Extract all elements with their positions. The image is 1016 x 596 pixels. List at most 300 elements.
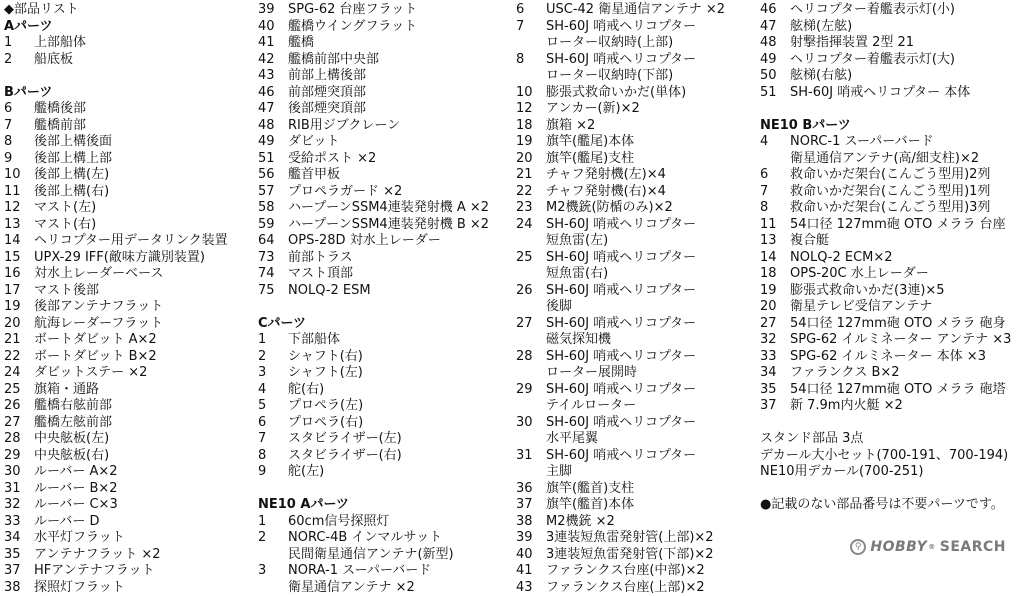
part-item <box>258 85 489 102</box>
part-item <box>516 19 725 36</box>
part-item <box>258 580 489 596</box>
part-number: 57 <box>258 184 288 201</box>
part-name: アンカー(新)×2 <box>546 101 725 118</box>
part-number: 22 <box>516 184 546 201</box>
part-name: 旗箱 ×2 <box>546 118 725 135</box>
part-number: 34 <box>4 530 34 547</box>
part-number: 74 <box>258 266 288 283</box>
part-name: 下部船体 <box>288 332 489 349</box>
part-name: プロペラ(右) <box>288 415 489 432</box>
part-number: 35 <box>760 382 790 399</box>
part-number <box>516 431 546 448</box>
part-item <box>4 283 228 300</box>
part-item <box>516 332 725 349</box>
part-name: 艦首甲板 <box>288 167 489 184</box>
part-name: ローター収納時(上部) <box>546 35 725 52</box>
part-number: 9 <box>258 464 288 481</box>
part-name: ハープーンSSM4連装発射機 B ×2 <box>288 217 489 234</box>
part-number <box>516 299 546 316</box>
part-item <box>4 266 228 283</box>
part-item <box>516 398 725 415</box>
part-number: 48 <box>258 118 288 135</box>
part-number: 14 <box>4 233 34 250</box>
part-number: 6 <box>760 167 790 184</box>
part-item <box>4 184 228 201</box>
part-number: 56 <box>258 167 288 184</box>
part-name: チャフ発射機(左)×4 <box>546 167 725 184</box>
part-name: SH-60J 哨戒ヘリコプター 本体 <box>790 85 1011 102</box>
part-name: 衛星通信アンテナ ×2 <box>288 580 489 596</box>
part-item <box>4 382 228 399</box>
part-name: ファランクス台座(上部)×2 <box>546 580 725 596</box>
part-number: 19 <box>516 134 546 151</box>
part-number: 2 <box>4 52 34 69</box>
part-name: 短魚雷(右) <box>546 266 725 283</box>
part-number: 39 <box>516 530 546 547</box>
part-number: 28 <box>516 349 546 366</box>
part-item <box>258 349 489 366</box>
part-name: NORC-4B インマルサット <box>288 530 489 547</box>
part-number <box>258 580 288 596</box>
part-number: 15 <box>4 250 34 267</box>
part-item <box>4 365 228 382</box>
part-number: 49 <box>258 134 288 151</box>
part-name: SPG-62 台座フラット <box>288 2 489 19</box>
part-number: 59 <box>258 217 288 234</box>
part-item <box>760 266 1011 283</box>
part-number: 1 <box>258 514 288 531</box>
part-name: OPS-28D 対水上レーダー <box>288 233 489 250</box>
part-number: 36 <box>516 481 546 498</box>
section-heading: Cパーツ <box>258 316 489 333</box>
part-item <box>516 415 725 432</box>
part-item <box>4 151 228 168</box>
part-number: 37 <box>516 497 546 514</box>
part-number: 47 <box>760 19 790 36</box>
part-number: 21 <box>516 167 546 184</box>
part-number: 30 <box>516 415 546 432</box>
note-text: ◆部品リスト <box>4 2 228 19</box>
part-name: HFアンテナフラット <box>34 563 228 580</box>
parts-column-1 <box>4 2 228 596</box>
part-name: ダビットステー ×2 <box>34 365 228 382</box>
part-name: ルーバー B×2 <box>34 481 228 498</box>
part-number: 41 <box>516 563 546 580</box>
part-item <box>516 464 725 481</box>
part-name: SH-60J 哨戒ヘリコプター <box>546 415 725 432</box>
part-item <box>516 316 725 333</box>
part-name: ファランクス台座(中部)×2 <box>546 563 725 580</box>
part-name: 衛星テレビ受信アンテナ <box>790 299 1011 316</box>
part-number: 27 <box>516 316 546 333</box>
part-number <box>516 332 546 349</box>
part-item <box>4 398 228 415</box>
part-item <box>516 68 725 85</box>
part-item <box>516 349 725 366</box>
part-name: SPG-62 イルミネーター アンテナ ×3 <box>790 332 1011 349</box>
part-item <box>760 52 1011 69</box>
watermark-registered-mark: ® <box>928 543 936 551</box>
part-number: 39 <box>258 2 288 19</box>
part-name: 中央舷板(左) <box>34 431 228 448</box>
part-name: 旗箱・通路 <box>34 382 228 399</box>
part-name: 旗竿(艦首)本体 <box>546 497 725 514</box>
part-item <box>760 398 1011 415</box>
part-number <box>516 464 546 481</box>
part-name: アンテナフラット ×2 <box>34 547 228 564</box>
part-item <box>760 233 1011 250</box>
part-number: 43 <box>516 580 546 596</box>
part-item <box>4 514 228 531</box>
part-name: マスト(左) <box>34 200 228 217</box>
part-item <box>4 35 228 52</box>
part-name: SH-60J 哨戒ヘリコプター <box>546 250 725 267</box>
part-number: 8 <box>760 200 790 217</box>
note-text: NE10用デカール(700-251) <box>760 464 1011 481</box>
part-name: ルーバー D <box>34 514 228 531</box>
part-number: 41 <box>258 35 288 52</box>
part-name: 前部上構後部 <box>288 68 489 85</box>
part-name: スタビライザー(右) <box>288 448 489 465</box>
part-item <box>760 365 1011 382</box>
part-name: 民間衛星通信アンテナ(新型) <box>288 547 489 564</box>
part-item <box>258 200 489 217</box>
part-item <box>4 530 228 547</box>
part-name: SH-60J 哨戒ヘリコプター <box>546 19 725 36</box>
part-item <box>4 52 228 69</box>
part-name: 後部上構(右) <box>34 184 228 201</box>
note-text: ●記載のない部品番号は不要パーツです。 <box>760 497 1011 514</box>
hobby-search-watermark <box>850 539 1006 555</box>
part-number: 40 <box>258 19 288 36</box>
part-item <box>4 167 228 184</box>
part-item <box>516 167 725 184</box>
part-number: 2 <box>258 530 288 547</box>
part-number: 8 <box>516 52 546 69</box>
part-number: 3 <box>258 563 288 580</box>
part-name: RIB用ジブクレーン <box>288 118 489 135</box>
part-item <box>516 250 725 267</box>
part-item <box>760 299 1011 316</box>
part-name: ダビット <box>288 134 489 151</box>
part-item <box>516 448 725 465</box>
part-number: 48 <box>760 35 790 52</box>
part-item <box>4 233 228 250</box>
part-item <box>516 184 725 201</box>
part-name: 航海レーダーフラット <box>34 316 228 333</box>
part-number: 11 <box>760 217 790 234</box>
part-item <box>516 35 725 52</box>
part-name: NOLQ-2 ECM×2 <box>790 250 1011 267</box>
part-name: ローター展開時 <box>546 365 725 382</box>
part-name: 射撃指揮装置 2型 21 <box>790 35 1011 52</box>
part-number: 9 <box>4 151 34 168</box>
part-number <box>516 365 546 382</box>
part-number: 38 <box>516 514 546 531</box>
section-heading: Bパーツ <box>4 85 228 102</box>
part-item <box>258 514 489 531</box>
part-name: NOLQ-2 ESM <box>288 283 489 300</box>
part-name: プロペラ(左) <box>288 398 489 415</box>
part-name: マスト頂部 <box>288 266 489 283</box>
part-number: 12 <box>4 200 34 217</box>
part-name: 54口径 127mm砲 OTO メララ 砲塔 <box>790 382 1011 399</box>
part-number: 47 <box>258 101 288 118</box>
part-name: SH-60J 哨戒ヘリコプター <box>546 448 725 465</box>
part-name: ルーバー A×2 <box>34 464 228 481</box>
part-name: 後部アンテナフラット <box>34 299 228 316</box>
watermark-brand: HOBBY <box>870 539 927 555</box>
part-item <box>760 382 1011 399</box>
part-number: 10 <box>4 167 34 184</box>
part-name: 主脚 <box>546 464 725 481</box>
part-number: 50 <box>760 68 790 85</box>
part-name: シャフト(右) <box>288 349 489 366</box>
part-item <box>516 283 725 300</box>
part-item <box>760 19 1011 36</box>
part-item <box>516 200 725 217</box>
part-number: 40 <box>516 547 546 564</box>
part-item <box>516 299 725 316</box>
part-number: 58 <box>258 200 288 217</box>
parts-column-2 <box>258 2 489 596</box>
part-number: 2 <box>258 349 288 366</box>
part-number: 24 <box>516 217 546 234</box>
spacer <box>258 299 489 316</box>
part-number: 43 <box>258 68 288 85</box>
part-name: 舵(左) <box>288 464 489 481</box>
part-number: 16 <box>4 266 34 283</box>
part-name: 艦橋 <box>288 35 489 52</box>
part-number: 10 <box>516 85 546 102</box>
part-name: 救命いかだ架台(こんごう型用)1列 <box>790 184 1011 201</box>
part-number <box>516 233 546 250</box>
part-number: 29 <box>4 448 34 465</box>
part-item <box>4 299 228 316</box>
part-number <box>516 398 546 415</box>
part-item <box>516 563 725 580</box>
part-name: 短魚雷(左) <box>546 233 725 250</box>
part-item <box>258 217 489 234</box>
parts-column-4 <box>760 2 1011 514</box>
part-name: OPS-20C 水上レーダー <box>790 266 1011 283</box>
part-number: 73 <box>258 250 288 267</box>
part-number: 6 <box>258 415 288 432</box>
part-item <box>258 332 489 349</box>
spacer <box>760 415 1011 432</box>
part-item <box>4 332 228 349</box>
spacer <box>760 481 1011 498</box>
part-number <box>516 68 546 85</box>
part-name: 磁気探知機 <box>546 332 725 349</box>
part-number: 20 <box>4 316 34 333</box>
part-number: 7 <box>4 118 34 135</box>
part-item <box>4 217 228 234</box>
part-name: 水平尾翼 <box>546 431 725 448</box>
part-item <box>4 464 228 481</box>
part-number: 1 <box>258 332 288 349</box>
part-item <box>258 118 489 135</box>
part-name: シャフト(左) <box>288 365 489 382</box>
part-name: SH-60J 哨戒ヘリコプター <box>546 283 725 300</box>
part-item <box>258 431 489 448</box>
part-name: NORA-1 スーパーバード <box>288 563 489 580</box>
part-item <box>258 134 489 151</box>
part-name: マスト後部 <box>34 283 228 300</box>
part-item <box>516 382 725 399</box>
part-item <box>4 563 228 580</box>
part-item <box>258 250 489 267</box>
part-item <box>258 101 489 118</box>
part-name: 旗竿(艦尾)本体 <box>546 134 725 151</box>
part-name: 後部上構上部 <box>34 151 228 168</box>
spacer <box>4 68 228 85</box>
part-number: 14 <box>760 250 790 267</box>
note-text: スタンド部品 3点 <box>760 431 1011 448</box>
part-name: 旗竿(艦首)支柱 <box>546 481 725 498</box>
part-item <box>516 266 725 283</box>
part-name: ヘリコプター着艦表示灯(大) <box>790 52 1011 69</box>
part-name: 旗竿(艦尾)支柱 <box>546 151 725 168</box>
part-item <box>258 266 489 283</box>
part-name: 船底板 <box>34 52 228 69</box>
part-name: 後部上構(左) <box>34 167 228 184</box>
part-item <box>258 151 489 168</box>
part-item <box>258 52 489 69</box>
part-item <box>516 514 725 531</box>
part-number: 64 <box>258 233 288 250</box>
part-item <box>4 250 228 267</box>
part-number: 51 <box>760 85 790 102</box>
part-name: ヘリコプター用データリンク装置 <box>34 233 228 250</box>
part-number: 42 <box>258 52 288 69</box>
part-item <box>760 167 1011 184</box>
part-name: 膨張式救命いかだ(単体) <box>546 85 725 102</box>
part-number <box>516 35 546 52</box>
part-number: 11 <box>4 184 34 201</box>
part-number: 3 <box>258 365 288 382</box>
part-name: SH-60J 哨戒ヘリコプター <box>546 349 725 366</box>
part-number: 24 <box>4 365 34 382</box>
part-name: 3連装短魚雷発射管(下部)×2 <box>546 547 725 564</box>
part-number <box>760 151 790 168</box>
part-number: 30 <box>4 464 34 481</box>
part-name: 上部船体 <box>34 35 228 52</box>
part-item <box>516 233 725 250</box>
part-name: ルーバー C×3 <box>34 497 228 514</box>
part-name: 54口径 127mm砲 OTO メララ 砲身 <box>790 316 1011 333</box>
part-name: チャフ発射機(右)×4 <box>546 184 725 201</box>
part-name: M2機銃 ×2 <box>546 514 725 531</box>
part-number: 21 <box>4 332 34 349</box>
part-number: 13 <box>760 233 790 250</box>
part-number: 23 <box>516 200 546 217</box>
part-number: 4 <box>258 382 288 399</box>
part-name: スタビライザー(左) <box>288 431 489 448</box>
part-number: 8 <box>4 134 34 151</box>
part-name: 中央舷板(右) <box>34 448 228 465</box>
part-number: 19 <box>760 283 790 300</box>
part-item <box>4 316 228 333</box>
part-item <box>760 250 1011 267</box>
part-number: 31 <box>4 481 34 498</box>
part-name: 前部トラス <box>288 250 489 267</box>
part-item <box>258 530 489 547</box>
part-item <box>258 464 489 481</box>
hobby-search-logo-icon: ⚲ <box>850 539 866 555</box>
spacer <box>258 481 489 498</box>
part-name: 水平灯フラット <box>34 530 228 547</box>
part-name: プロペラガード ×2 <box>288 184 489 201</box>
part-name: 衛星通信アンテナ(高/細支柱)×2 <box>790 151 1011 168</box>
part-item <box>760 217 1011 234</box>
part-item <box>516 151 725 168</box>
part-name: 前部煙突頂部 <box>288 85 489 102</box>
part-item <box>4 415 228 432</box>
part-name: 舷梯(右舷) <box>790 68 1011 85</box>
part-item <box>760 349 1011 366</box>
part-item <box>516 118 725 135</box>
part-name: 複合艇 <box>790 233 1011 250</box>
part-name: 艦橋ウイングフラット <box>288 19 489 36</box>
part-item <box>760 332 1011 349</box>
part-number: 25 <box>516 250 546 267</box>
part-item <box>516 580 725 596</box>
part-number: 6 <box>4 101 34 118</box>
part-item <box>258 233 489 250</box>
part-item <box>516 431 725 448</box>
part-item <box>4 349 228 366</box>
part-name: SH-60J 哨戒ヘリコプター <box>546 52 725 69</box>
part-name: 艦橋後部 <box>34 101 228 118</box>
part-item <box>4 200 228 217</box>
part-name: 救命いかだ架台(こんごう型用)2列 <box>790 167 1011 184</box>
part-name: ヘリコプター着艦表示灯(小) <box>790 2 1011 19</box>
part-name: 舷梯(左舷) <box>790 19 1011 36</box>
part-item <box>760 35 1011 52</box>
part-name: ボートダビット A×2 <box>34 332 228 349</box>
part-item <box>760 85 1011 102</box>
part-name: ローター収納時(下部) <box>546 68 725 85</box>
part-number: 32 <box>760 332 790 349</box>
part-name: 艦橋左舷前部 <box>34 415 228 432</box>
part-number: 26 <box>516 283 546 300</box>
part-name: 探照灯フラット <box>34 580 228 596</box>
part-item <box>760 2 1011 19</box>
part-item <box>760 283 1011 300</box>
part-item <box>4 101 228 118</box>
part-number: 19 <box>4 299 34 316</box>
part-number: 4 <box>760 134 790 151</box>
part-item <box>760 134 1011 151</box>
part-item <box>516 497 725 514</box>
part-number: 6 <box>516 2 546 19</box>
part-number: 46 <box>258 85 288 102</box>
part-item <box>516 217 725 234</box>
part-number: 12 <box>516 101 546 118</box>
part-item <box>258 35 489 52</box>
part-name: 54口径 127mm砲 OTO メララ 台座 <box>790 217 1011 234</box>
part-name: 艦橋右舷前部 <box>34 398 228 415</box>
part-number: 28 <box>4 431 34 448</box>
part-number: 51 <box>258 151 288 168</box>
part-number: 26 <box>4 398 34 415</box>
part-number: 22 <box>4 349 34 366</box>
watermark-suffix: SEARCH <box>940 539 1006 555</box>
part-number: 18 <box>760 266 790 283</box>
part-item <box>4 118 228 135</box>
part-name: 救命いかだ架台(こんごう型用)3列 <box>790 200 1011 217</box>
